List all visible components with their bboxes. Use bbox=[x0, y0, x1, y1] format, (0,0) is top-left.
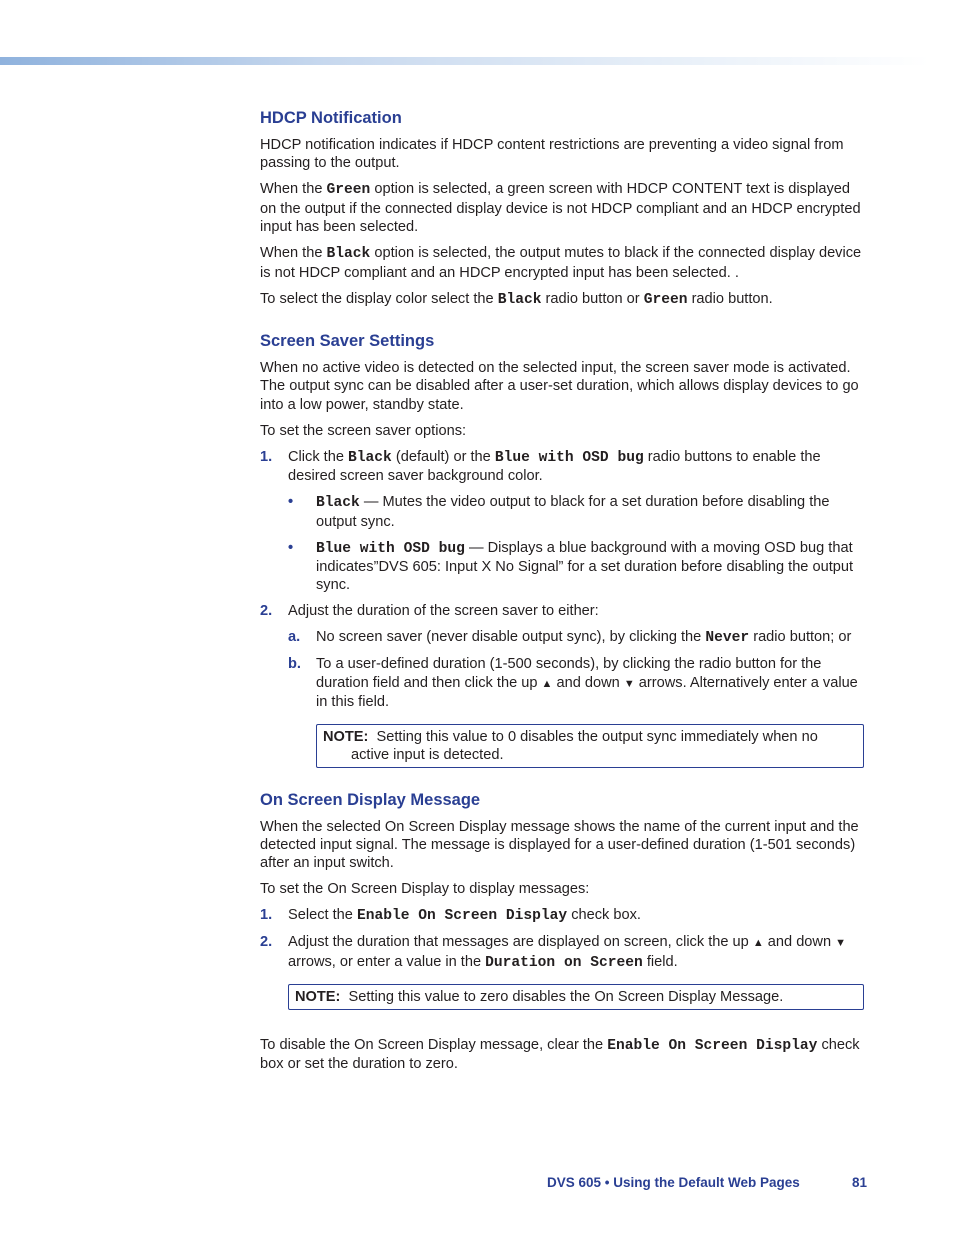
option-name: Black bbox=[316, 495, 360, 512]
page-content bbox=[260, 108, 864, 1081]
text: radio button. bbox=[687, 290, 773, 307]
text: : bbox=[594, 603, 599, 620]
note-box bbox=[288, 984, 864, 1009]
option-name: Black bbox=[348, 449, 392, 466]
instruction-lead: To disable the On Screen Display message bbox=[260, 1036, 540, 1053]
text: either bbox=[558, 603, 595, 620]
option-name: Black bbox=[326, 246, 371, 263]
note-text: Setting this value to 0 disables the output sync immediately when no active input is detected. bbox=[351, 728, 818, 764]
step-number: 1. bbox=[260, 448, 273, 465]
text: arrows, or enter a value in the bbox=[288, 953, 486, 970]
down-arrow-icon: ▼ bbox=[835, 937, 847, 950]
text: Click the bbox=[288, 448, 349, 465]
paragraph: When the selected On Screen Display message shows the name of the current input and the detected input signal. The message is displayed for a user-defined duration (1-501 seconds) after an input switch. bbox=[260, 818, 859, 872]
paragraph bbox=[260, 244, 864, 282]
paragraph bbox=[260, 1036, 864, 1074]
step-number: 2. bbox=[260, 934, 273, 951]
text: When the bbox=[260, 181, 327, 198]
note-text: Setting this value to zero disables the On Screen Display Message. bbox=[348, 989, 784, 1006]
text: radio buttons to enable the desired screen saver background color. bbox=[288, 448, 821, 485]
text: , clear the bbox=[539, 1036, 608, 1053]
footer-title: DVS 605 • Using the Default Web Pages bbox=[547, 1175, 800, 1190]
text: check box. bbox=[567, 907, 641, 924]
option-name: Enable On Screen Display bbox=[356, 908, 568, 925]
down-arrow-icon: ▼ bbox=[623, 677, 635, 690]
bullet-marker: • bbox=[288, 539, 294, 556]
option-name: Blue with OSD bug bbox=[316, 540, 465, 557]
text: check box or set the duration to zero. bbox=[260, 1036, 860, 1072]
text: option is selected, a green screen with HDCP CONTENT text is displayed on the output if the connected display device is not HDCP compliant and an HDCP encrypted input has been selected. bbox=[260, 181, 861, 236]
text: — Displays a blue background with a moving OSD bug that indicates”DVS 605: Input X No Signal” for a set duration before disabling the output sync. bbox=[316, 539, 854, 594]
text: and down bbox=[552, 674, 624, 691]
option-name: Green bbox=[643, 291, 688, 308]
text: field. bbox=[642, 953, 678, 970]
paragraph bbox=[260, 290, 864, 309]
option-name: Never bbox=[705, 630, 750, 647]
bullet-item bbox=[260, 493, 864, 531]
section-heading-hdcp: HDCP Notification bbox=[260, 109, 402, 127]
text: When the bbox=[260, 245, 327, 262]
note-box bbox=[316, 724, 864, 768]
text: option is selected, the output mutes to black if the connected display device is not HDCP compliant and an HDCP encrypted input has been selected. . bbox=[260, 245, 862, 281]
header-gradient-bar bbox=[0, 57, 930, 65]
text: to display messages bbox=[449, 881, 586, 898]
text: radio button or bbox=[541, 290, 644, 307]
option-name: Black bbox=[497, 291, 542, 308]
substep-item bbox=[260, 655, 864, 711]
section-heading-screen-saver: Screen Saver Settings bbox=[260, 332, 435, 351]
paragraph bbox=[260, 880, 864, 898]
step-item bbox=[260, 933, 864, 972]
page-number: 81 bbox=[852, 1175, 868, 1190]
text: (default) or the bbox=[391, 448, 495, 465]
step-number: 1. bbox=[260, 907, 273, 924]
text: No screen saver (never disable output sync), by clicking the bbox=[316, 629, 706, 646]
option-name: Blue with OSD bug bbox=[494, 449, 644, 466]
section-heading-osd-message: On Screen Display Message bbox=[260, 790, 481, 809]
text: Adjust the duration of the screen saver to bbox=[288, 603, 559, 620]
option-name: Green bbox=[326, 182, 371, 199]
instruction-lead: To set the On Screen Display bbox=[260, 881, 449, 898]
note-label: NOTE: bbox=[295, 989, 341, 1006]
option-name: Enable On Screen Display bbox=[607, 1037, 818, 1054]
text: arrows. Alternatively enter a value in this field. bbox=[316, 674, 858, 711]
bullet-marker: • bbox=[288, 494, 294, 511]
text: Select the bbox=[288, 907, 357, 924]
step-item bbox=[260, 906, 864, 925]
text: To a user-defined duration (1-500 seconds), by clicking the radio button for the duration field and then click the up bbox=[316, 656, 822, 691]
text: : bbox=[585, 881, 590, 898]
step-number: 2. bbox=[260, 603, 273, 620]
step-item bbox=[260, 448, 864, 486]
paragraph: HDCP notification indicates if HDCP content restrictions are preventing a video signal from passing to the output. bbox=[260, 137, 844, 172]
field-name: Duration on Screen bbox=[485, 954, 643, 971]
instruction-lead: To select the display color bbox=[260, 290, 428, 307]
substep-marker: a. bbox=[288, 629, 301, 646]
note-label: NOTE: bbox=[323, 728, 369, 745]
substep-marker: b. bbox=[288, 656, 301, 673]
text: radio button; or bbox=[749, 629, 852, 646]
bullet-item bbox=[260, 539, 864, 595]
substep-item bbox=[260, 628, 864, 647]
paragraph bbox=[260, 180, 864, 236]
text: select the bbox=[427, 290, 498, 307]
text: — Mutes the video output to black for a set duration before disabling the output sync. bbox=[316, 494, 830, 530]
step-item bbox=[260, 602, 864, 620]
paragraph: When no active video is detected on the selected input, the screen saver mode is activated. The output sync can be disabled after a user-set duration, which allows display devices to go into a low power, standby state. bbox=[260, 360, 859, 413]
text: and down bbox=[763, 934, 836, 951]
paragraph: To set the screen saver options: bbox=[260, 422, 467, 439]
text: Adjust the duration that messages are displayed on screen, click the up bbox=[288, 934, 753, 951]
up-arrow-icon: ▲ bbox=[541, 677, 553, 690]
up-arrow-icon: ▲ bbox=[752, 937, 764, 950]
